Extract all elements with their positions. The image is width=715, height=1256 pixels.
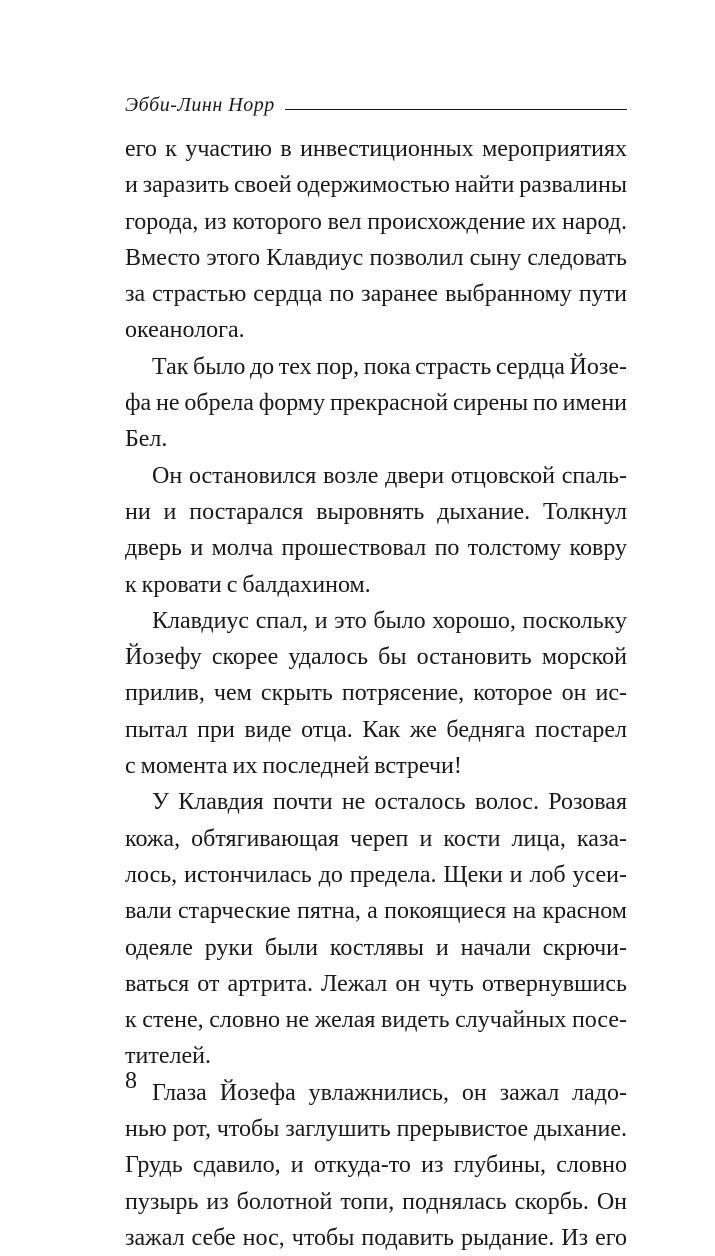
- text-line: океанолога.: [125, 317, 245, 344]
- text-line: пытал при виде отца. Как же бедняга постарел: [125, 716, 627, 743]
- header-rule: [285, 109, 627, 110]
- running-header: [125, 94, 627, 118]
- text-line: Грудь сдавило, и откуда-то из глубины, словно: [125, 1152, 627, 1179]
- text-line: фа не обрела форму прекрасной сирены по имени: [125, 390, 627, 417]
- text-line: и заразить своей одержимостью найти развалины: [125, 172, 627, 199]
- body-text: [125, 131, 627, 1256]
- text-line: Глаза Йозефа увлажнились, он зажал ладо-: [152, 1079, 627, 1106]
- text-line: Клавдиус спал, и это было хорошо, поскольку: [152, 607, 627, 634]
- text-line: Йозефу скорее удалось бы остановить морской: [125, 644, 627, 671]
- text-line: его к участию в инвестиционных мероприятиях: [125, 136, 627, 162]
- text-line: лось, истончилась до предела. Щеки и лоб усеи-: [125, 861, 627, 888]
- text-line: за страстью сердца по заранее выбранному пути: [125, 281, 627, 308]
- text-line: тителей.: [125, 1043, 211, 1070]
- text-line: вали старческие пятна, а покоящиеся на красном: [125, 898, 627, 925]
- text-line: Он остановился возле двери отцовской спаль-: [152, 462, 627, 489]
- text-line: одеяле руки были костлявы и начали скрючи-: [125, 934, 627, 961]
- text-line: города, из которого вел происхождение их народ.: [125, 208, 627, 235]
- text-line: Бел.: [125, 426, 168, 453]
- header-author-name: Эбби-Линн Норр: [125, 94, 275, 116]
- text-line: прилив, чем скрыть потрясение, которое он ис-: [125, 680, 627, 707]
- text-line: к кровати с балдахином.: [125, 571, 371, 598]
- text-line: Вместо этого Клавдиус позволил сыну следовать: [125, 244, 627, 271]
- text-line: пузырь из болотной топи, поднялась скорбь. Он: [125, 1188, 627, 1215]
- text-line: ни и постарался выровнять дыхание. Толкнул: [125, 498, 627, 525]
- text-line: ваться от артрита. Лежал он чуть отвернувшись: [125, 970, 627, 997]
- text-line: к стене, словно не желая видеть случайных посе-: [125, 1007, 627, 1034]
- page-number: 8: [125, 1068, 137, 1094]
- text-line: зажал себе нос, чтобы подавить рыдание. Из его: [125, 1224, 627, 1251]
- text-line: с момента их последней встречи!: [125, 753, 462, 780]
- text-line: Так было до тех пор, пока страсть сердца Йозе-: [152, 353, 627, 380]
- text-line: кожа, обтягивающая череп и кости лица, каза-: [125, 825, 627, 852]
- text-line: У Клавдия почти не осталось волос. Розовая: [152, 789, 627, 816]
- text-line: дверь и молча прошествовал по толстому ковру: [125, 535, 627, 562]
- text-line: нью рот, чтобы заглушить прерывистое дыхание.: [125, 1116, 627, 1143]
